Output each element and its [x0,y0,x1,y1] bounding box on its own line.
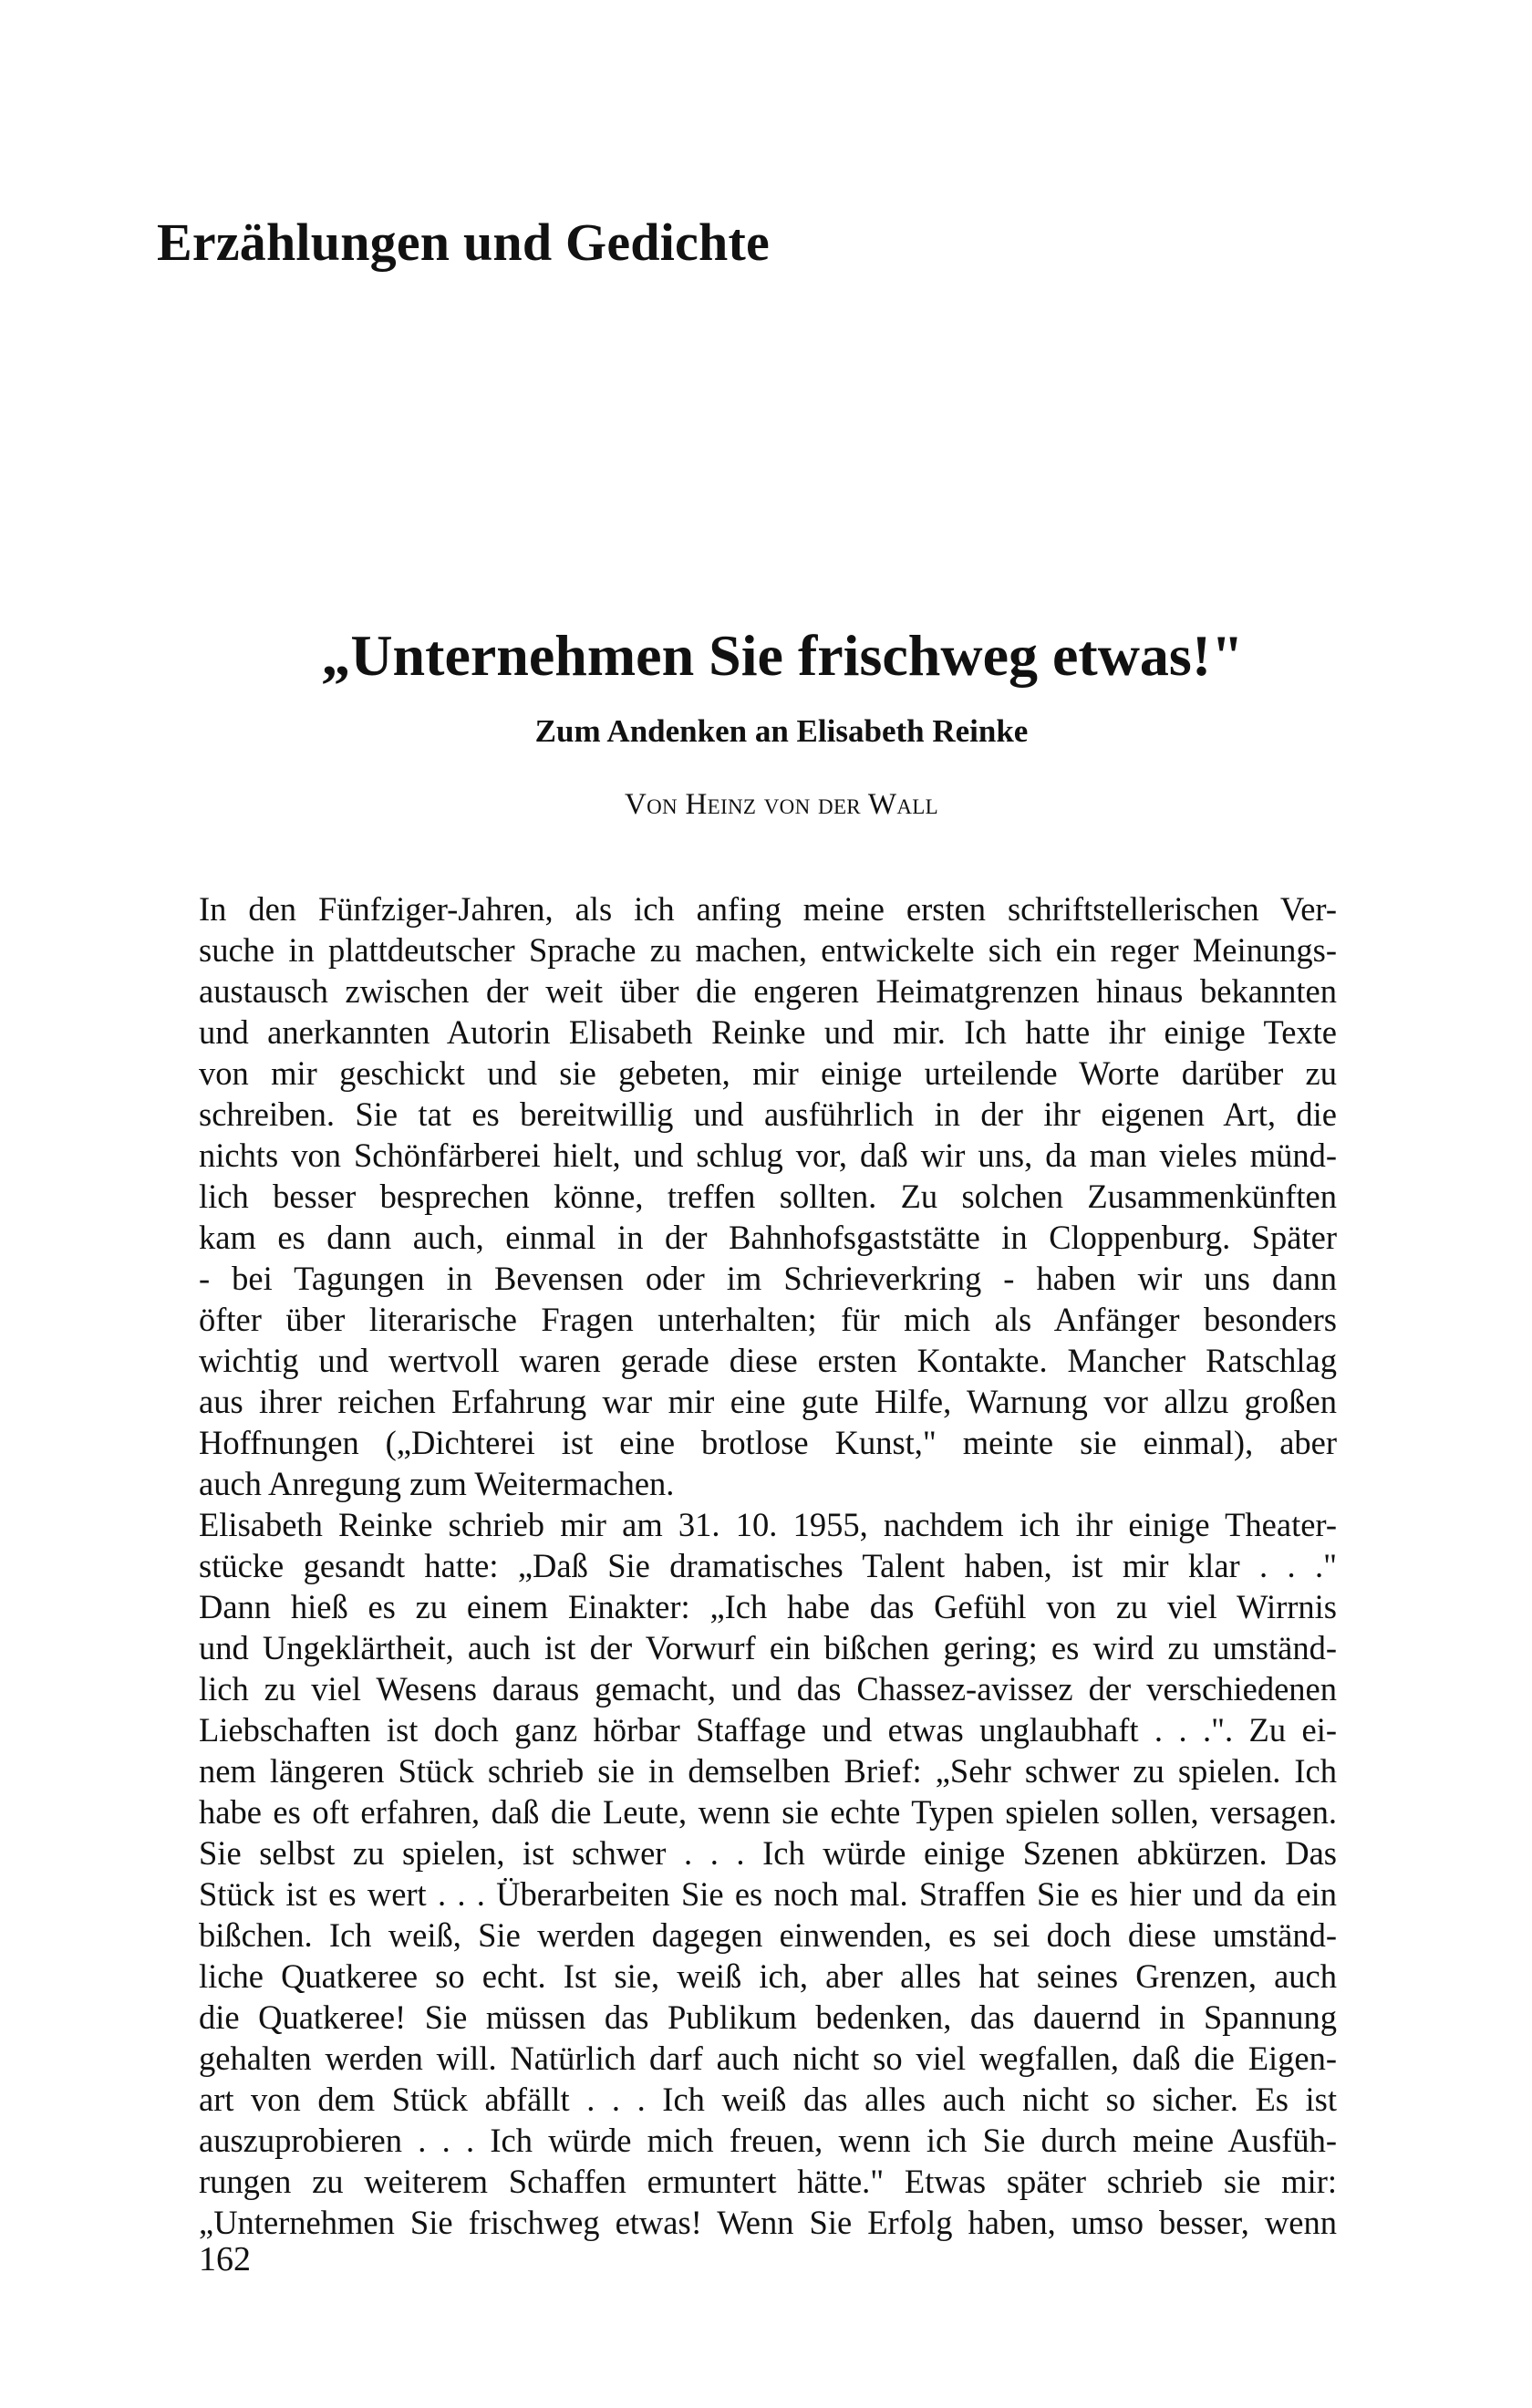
body-line: suche in plattdeutscher Sprache zu machen, entwickelte sich ein reger Meinungs- [199,931,1337,969]
body-line: und Ungeklärtheit, auch ist der Vorwurf ein bißchen gering; es wird zu umständ- [199,1629,1337,1666]
section-title: Erzählungen und Gedichte [157,213,770,272]
body-line: habe es oft erfahren, daß die Leute, wenn sie echte Typen spielen sollen, versagen. [199,1793,1337,1831]
body-line: gehalten werden will. Natürlich darf auch nicht so viel wegfallen, daß die Eigen- [199,2040,1337,2077]
body-line: schreiben. Sie tat es bereitwillig und ausführlich in der ihr eigenen Art, die [199,1095,1337,1133]
body-line: auszuprobieren . . . Ich würde mich freuen, wenn ich Sie durch meine Ausfüh- [199,2122,1337,2159]
body-line: art von dem Stück abfällt . . . Ich weiß das alles auch nicht so sicher. Es ist [199,2081,1337,2118]
body-text [199,888,1337,2243]
body-line: liche Quatkeree so echt. Ist sie, weiß ich, aber alles hat seines Grenzen, auch [199,1957,1337,1995]
body-line: aus ihrer reichen Erfahrung war mir eine gute Hilfe, Warnung vor allzu großen [199,1383,1337,1420]
body-line: lich zu viel Wesens daraus gemacht, und das Chassez-avissez der verschiedenen [199,1670,1337,1707]
body-line: austausch zwischen der weit über die engeren Heimatgrenzen hinaus bekannten [199,972,1337,1010]
body-line: Dann hieß es zu einem Einakter: „Ich habe das Gefühl von zu viel Wirrnis [199,1588,1337,1625]
article-title: „Unternehmen Sie frischweg etwas!" [321,623,1244,688]
body-line: öfter über literarische Fragen unterhalten; für mich als Anfänger besonders [199,1301,1337,1338]
body-line: wichtig und wertvoll waren gerade diese ersten Kontakte. Mancher Ratschlag [199,1342,1337,1379]
body-line: stücke gesandt hatte: „Daß Sie dramatisches Talent haben, ist mir klar . . ." [199,1547,1337,1584]
body-line: nichts von Schönfärberei hielt, und schlug vor, daß wir uns, da man vieles münd- [199,1137,1337,1174]
body-line: nem längeren Stück schrieb sie in demselben Brief: „Sehr schwer zu spielen. Ich [199,1752,1337,1790]
body-line: lich besser besprechen könne, treffen sollten. Zu solchen Zusammenkünften [199,1178,1337,1215]
body-line: Liebschaften ist doch ganz hörbar Staffage und etwas unglaubhaft . . .". Zu ei- [199,1711,1337,1749]
body-line: die Quatkeree! Sie müssen das Publikum bedenken, das dauernd in Spannung [199,1998,1337,2036]
body-line: Hoffnungen („Dichterei ist eine brotlose Kunst," meinte sie einmal), aber [199,1424,1337,1461]
body-line: bißchen. Ich weiß, Sie werden dagegen einwenden, es sei doch diese umständ- [199,1916,1337,1954]
body-line: von mir geschickt und sie gebeten, mir einige urteilende Worte darüber zu [199,1054,1337,1092]
page-number: 162 [199,2240,251,2278]
article-byline: Von Heinz von der Wall [625,788,938,821]
body-line: kam es dann auch, einmal in der Bahnhofsgaststätte in Cloppenburg. Später [199,1219,1337,1256]
article-subtitle: Zum Andenken an Elisabeth Reinke [534,713,1029,749]
body-line: Stück ist es wert . . . Überarbeiten Sie es noch mal. Straffen Sie es hier und da ein [199,1875,1337,1913]
body-line: Sie selbst zu spielen, ist schwer . . . Ich würde einige Szenen abkürzen. Das [199,1834,1337,1872]
body-line: „Unternehmen Sie frischweg etwas! Wenn Sie Erfolg haben, umso besser, wenn [199,2204,1337,2241]
body-line: rungen zu weiterem Schaffen ermuntert hätte." Etwas später schrieb sie mir: [199,2163,1337,2200]
body-line: - bei Tagungen in Bevensen oder im Schrieverkring - haben wir uns dann [199,1260,1337,1297]
body-line: und anerkannten Autorin Elisabeth Reinke und mir. Ich hatte ihr einige Texte [199,1013,1337,1051]
body-line: auch Anregung zum Weitermachen. [199,1465,675,1502]
body-line: In den Fünfziger-Jahren, als ich anfing meine ersten schriftstellerischen Ver- [199,890,1337,928]
body-line: Elisabeth Reinke schrieb mir am 31. 10. 1955, nachdem ich ihr einige Theater- [199,1506,1337,1543]
